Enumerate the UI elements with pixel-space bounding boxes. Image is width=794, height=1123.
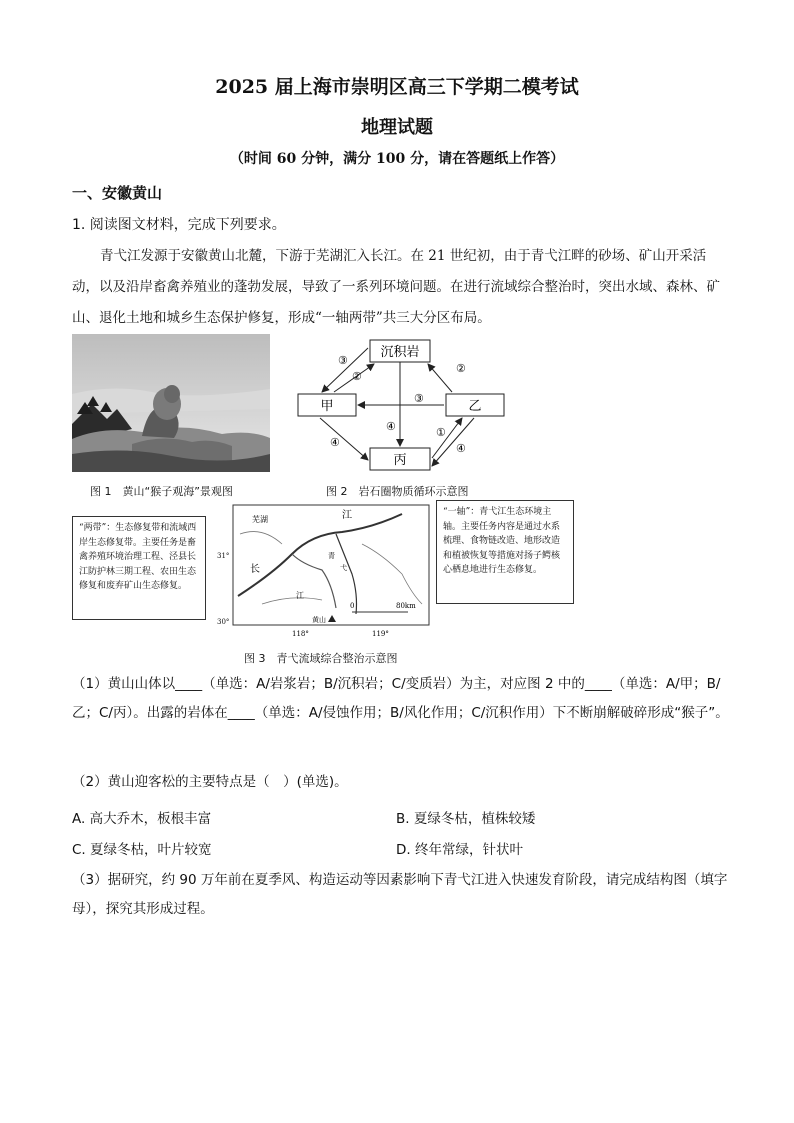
- option-b[interactable]: B. 夏绿冬枯，植株较矮: [396, 811, 536, 827]
- sub-question-1: （1）黄山山体以____（单选：A/岩浆岩；B/沉积岩；C/变质岩）为主，对应图 2 中的____（单选：A/甲；B/乙；C/丙）。出露的岩体在____（单选：A/侵蚀作用；B/风化作用；C/沉积作用）下不断崩解破碎形成“猴子”。: [72, 676, 729, 721]
- scale-80km: 80km: [396, 602, 416, 610]
- option-a[interactable]: A. 高大乔木，板根丰富: [72, 811, 212, 827]
- rock-cycle-diagram: [292, 334, 508, 476]
- lon-118: 118°: [292, 630, 309, 638]
- right-callout-box: [436, 500, 574, 604]
- arrow-label-7: ①: [436, 426, 446, 439]
- lon-119: 119°: [372, 630, 389, 638]
- sub-question-3: （3）据研究，约 90 万年前在夏季风、构造运动等因素影响下青弋江进入快速发育阶段，请完成结构图（填字母），探究其形成过程。: [72, 872, 728, 917]
- arrow-label-1: ③: [338, 354, 348, 367]
- left-callout-box: [72, 516, 206, 620]
- subject-title: 地理试题: [361, 117, 433, 138]
- label-qing: 青: [328, 552, 335, 560]
- node-sedimentary-label: 沉积岩: [380, 345, 420, 360]
- sub-question-2: （2）黄山迎客松的主要特点是（ ）(单选)。: [72, 774, 348, 790]
- option-d[interactable]: D. 终年常绿，针状叶: [396, 842, 523, 858]
- label-jiang-bottom: 江: [296, 591, 304, 600]
- label-jiang-top: 江: [342, 510, 352, 521]
- monkey-rock-image: [72, 334, 270, 472]
- label-yi: 弋: [340, 564, 347, 572]
- figure-1-caption: 图 1 黄山“猴子观海”景观图: [90, 485, 233, 498]
- basin-map: [232, 504, 432, 642]
- arrow-label-6: ④: [330, 436, 340, 449]
- right-callout-text: “一轴”：青弋江生态环境主轴。主要任务内容是通过水系梳理、食物链改造、地形改造和植被恢复等措施对扬子鳄核心栖息地进行生态修复。: [443, 507, 561, 575]
- scale-zero: 0: [350, 602, 355, 610]
- label-wuhu: 芜湖: [252, 515, 268, 524]
- node-bing-label: 丙: [393, 453, 407, 468]
- arrow-label-3: ②: [456, 362, 466, 375]
- arrow-label-8: ④: [456, 442, 466, 455]
- figure-3-caption: 图 3 青弋流域综合整治示意图: [244, 652, 398, 665]
- figure-1-photo: [72, 334, 270, 472]
- option-c[interactable]: C. 夏绿冬枯，叶片较宽: [72, 842, 212, 858]
- node-yi-label: 乙: [468, 399, 482, 414]
- lat-31: 31°: [217, 552, 230, 560]
- label-chang: 长: [250, 564, 260, 575]
- node-jia-label: 甲: [320, 399, 334, 414]
- lat-30: 30°: [217, 618, 230, 626]
- arrow-label-5: ④: [386, 420, 396, 433]
- figure-2-caption: 图 2 岩石圈物质循环示意图: [326, 485, 469, 498]
- left-callout-text: “两带”：生态修复带和流域西岸生态修复带。主要任务是畜禽养殖环境治理工程、泾县长江防护林三期工程、农田生态修复和废弃矿山生态修复。: [79, 523, 197, 591]
- exam-note: （时间 60 分钟，满分 100 分，请在答题纸上作答）: [229, 151, 565, 167]
- section-title: 一、安徽黄山: [72, 184, 163, 202]
- arrow-label-2: ②: [352, 370, 362, 383]
- question-intro: 1. 阅读图文材料，完成下列要求。: [72, 217, 286, 233]
- label-huangshan: 黄山: [312, 616, 326, 624]
- figure-3-map: [72, 500, 576, 642]
- exam-title: 2025 届上海市崇明区高三下学期二模考试: [215, 76, 579, 98]
- question-passage: 青弋江发源于安徽黄山北麓，下游于芜湖汇入长江。在 21 世纪初，由于青弋江畔的砂场、矿山开采活动，以及沿岸畜禽养殖业的蓬勃发展，导致了一系列环境问题。在进行流域综合整治时，突出水域、森林、矿山、退化土地和城乡生态保护修复，形成“一轴两带”共三大分区布局。: [72, 248, 720, 326]
- arrow-label-4: ③: [414, 392, 424, 405]
